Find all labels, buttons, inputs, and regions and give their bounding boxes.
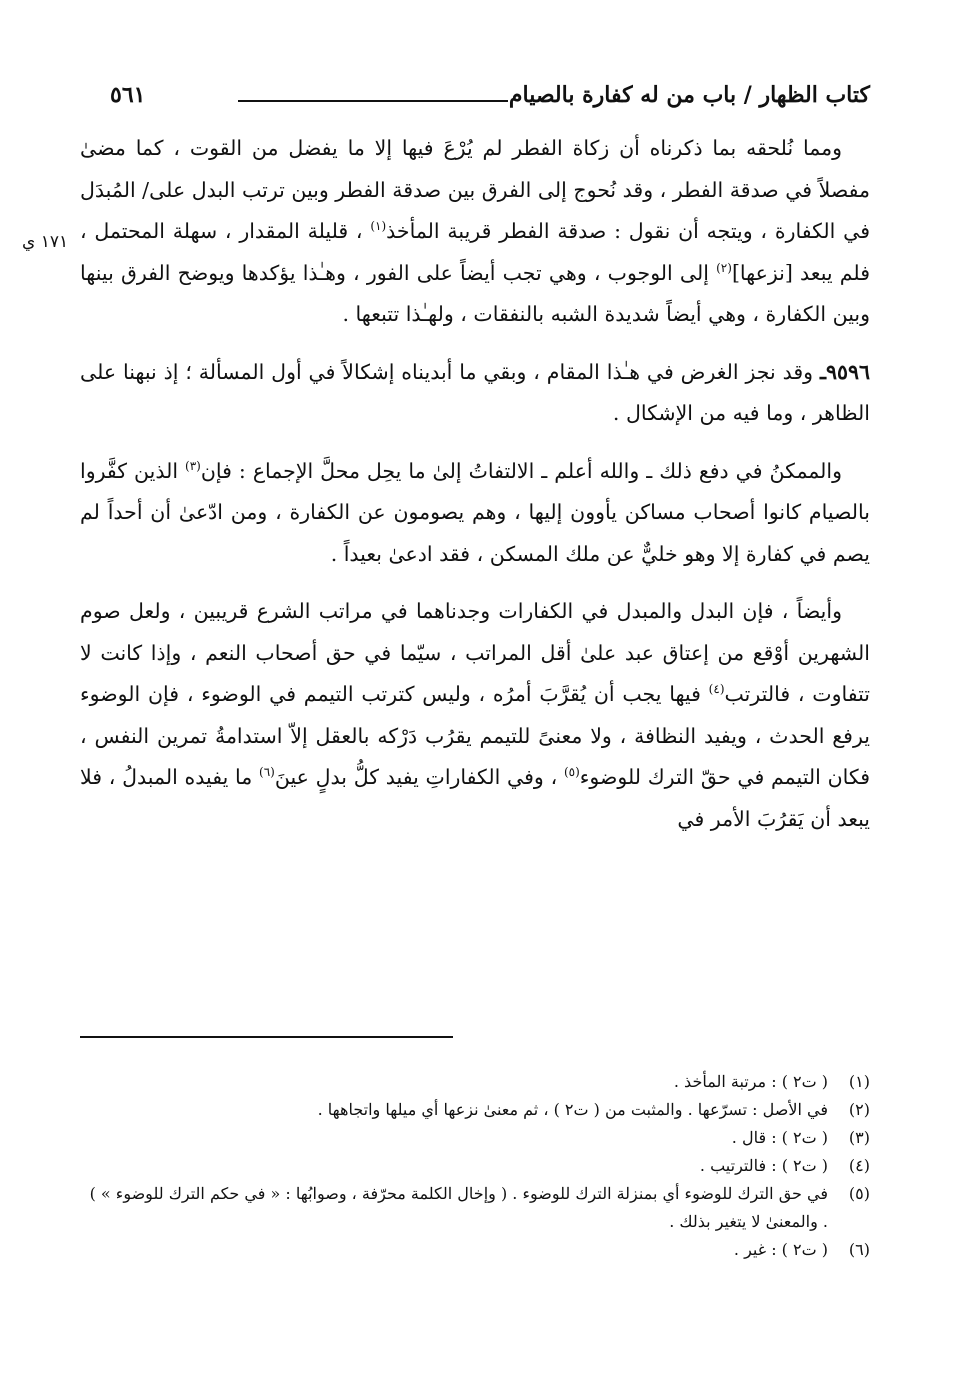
footnote-text: ( ت٢ ) : قال .	[731, 1128, 828, 1147]
page-number: ٥٦١	[110, 82, 146, 108]
footnote-ref: (١)	[370, 219, 387, 234]
footnote	[80, 1236, 870, 1264]
paragraph-text: ومما نُلحقه بما ذكرناه أن زكاة الفطر لم يُرْعَ فيها إلا ما يفضل من القوت ، كما مضىٰ مفصلاً في صدقة الفطر ، وقد نُحوج إلى الفرق بين صدقة الفطر وبين ترتب البدل على/ المُبدَل في الكفارة ، ويتجه أن نقول : صدقة الفطر قريبة المأخذ	[80, 136, 871, 243]
footnote-ref: (٥)	[563, 765, 580, 780]
paragraph	[80, 451, 870, 576]
main-text	[80, 128, 870, 856]
paragraph-text: ، وفي الكفاراتِ يفيد كلُّ بدلٍ عينَ	[274, 765, 564, 789]
paragraph-text: وأيضاً ، فإن البدل والمبدل في الكفارات وجدناهما في مراتب الشرع قريبين ، ولعل صوم الشهرين أوْقع من إعتاق عبد علىٰ أقل المراتب ، سيّما في حق أصحاب النعم ، وإذا كانت لا تتفاوت ، فالترتب	[80, 599, 870, 706]
paragraph-number: ٩٥٩٦ـ	[819, 359, 870, 384]
header-title: كتاب الظهار / باب من له كفارة بالصيام	[508, 82, 870, 108]
paragraph-text: والممكنُ في دفع ذلك ـ والله أعلم ـ الالتفاتُ إلىٰ ما يحِل محلَّ الإجماع : فإن	[200, 458, 842, 483]
footnote-ref: (٢)	[716, 260, 732, 275]
paragraph-text: وقد نجز الغرض في هـٰذا المقام ، وبقي ما أبديناه إشكالاً في أول المسألة ؛ إذ نبهنا على الظاهر ، وما فيه من الإشكال .	[80, 359, 870, 425]
footnote-mark: (٤)	[848, 1156, 870, 1175]
running-header	[80, 78, 870, 118]
footnote	[80, 1096, 870, 1124]
footnote-text: ( ت٢ ) : غير .	[733, 1240, 828, 1259]
footnote-mark: (٦)	[848, 1240, 870, 1259]
footnote-mark: (٢)	[848, 1100, 870, 1119]
paragraph	[80, 128, 870, 336]
paragraph-text: ، قليلة المقدار ، سهلة المحتمل ، فلم يبعد [نزعها]	[80, 219, 870, 285]
footnote	[80, 1068, 870, 1096]
header-rule	[238, 100, 508, 102]
footnotes	[80, 1068, 870, 1264]
paragraph-text: فيها يجب أن يُقرَّبَ أمرُه ، وليس كترتب التيمم في الوضوء ، فإن الوضوء يرفع الحدث ، ويفيد النظافة ، ولا معنىً للتيمم يقرُب دَرْكه بالعقل إلاّ استدامةُ تمرين النفس ، فكان التيمم في حقّ الترك للوضوء	[80, 682, 871, 789]
footnote-text: في الأصل : تسرّعها . والمثبت من ( ت٢ ) ، ثم معنىٰ نزعها أي ميلها واتجاهها .	[317, 1100, 828, 1119]
paragraph-text: الذين كفَّروا بالصيام كانوا أصحاب مساكن يأوون إليها ، وهم يصومون عن الكفارة ، ومن ادّعىٰ أن أحداً لم يصم في كفارة إلا وهو خليٌّ عن ملك المسكن ، فقد ادعىٰ بعيداً .	[80, 458, 870, 566]
footnote	[80, 1124, 870, 1152]
paragraph	[80, 591, 870, 840]
paragraph-text: ما يفيده المبدلُ ، فلا يبعد أن يَقرُبَ الأمر في	[80, 765, 870, 831]
footnote-text: في حق الترك للوضوء أي بمنزلة الترك للوضوء . ( وإخال الكلمة محرّفة ، وصوابُها : « في حكم الترك للوضوء » ) . والمعنىٰ لا يتغير بذلك .	[89, 1184, 828, 1231]
footnote-mark: (١)	[848, 1072, 870, 1091]
footnote-ref: (٦)	[259, 765, 275, 780]
footnote-ref: (٣)	[185, 458, 201, 473]
footnote-mark: (٥)	[848, 1184, 870, 1203]
footnote-text: ( ت٢ ) : فالترتيب .	[699, 1156, 828, 1175]
margin-note: ١٧١ ي	[22, 232, 69, 252]
footnote	[80, 1152, 870, 1180]
footnote-ref: (٤)	[708, 682, 725, 697]
footnote-text: ( ت٢ ) : مرتبة المأخذ .	[673, 1072, 828, 1091]
footnote	[80, 1180, 870, 1236]
paragraph	[80, 352, 870, 435]
paragraph-text: إلى الوجوب ، وهي تجب أيضاً على الفور ، وهـٰذا يؤكدها ويوضح الفرق بينها وبين الكفارة ، وهي أيضاً شديدة الشبه بالنفقات ، ولهـٰذا تتبعها .	[80, 260, 870, 326]
footnote-separator	[80, 1036, 453, 1038]
footnote-mark: (٣)	[848, 1128, 870, 1147]
